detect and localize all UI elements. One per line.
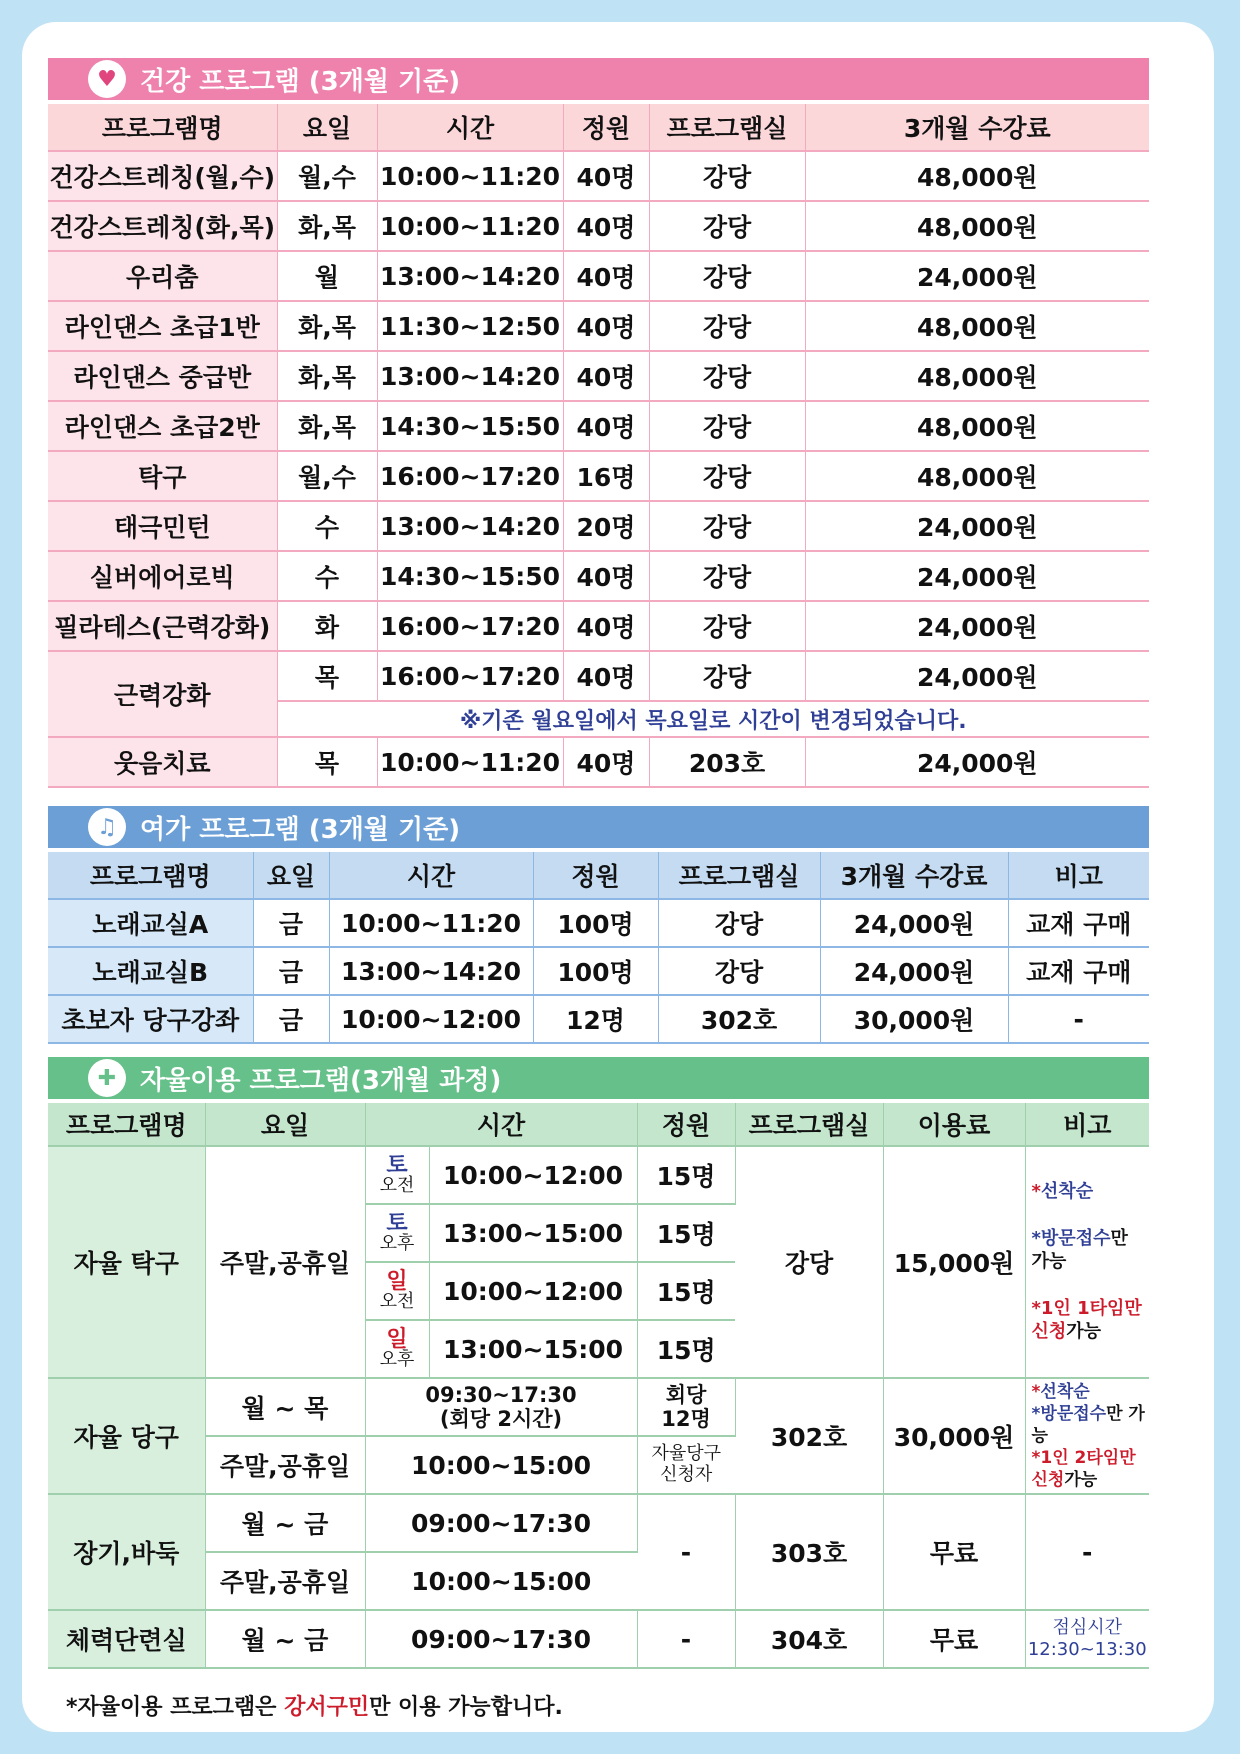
cell-capacity: 40명 bbox=[563, 601, 649, 651]
days: 월 ~ 금 bbox=[205, 1610, 365, 1668]
header-remarks: 비고 bbox=[1025, 1103, 1149, 1146]
note-limit: *1인 1타임만 신청가능 bbox=[1031, 1298, 1142, 1343]
cell-day: 화 bbox=[277, 601, 377, 651]
room: 강당 bbox=[735, 1146, 883, 1378]
cell-room: 강당 bbox=[649, 401, 805, 451]
cell-capacity: 40명 bbox=[563, 151, 649, 201]
cell-name: 필라테스(근력강화) bbox=[48, 601, 277, 651]
cell-day: 월,수 bbox=[277, 151, 377, 201]
header-capacity: 정원 bbox=[637, 1103, 735, 1146]
cell-time: 10:00~11:20 bbox=[377, 151, 563, 201]
header-fee: 3개월 수강료 bbox=[805, 104, 1149, 151]
cell-name: 초보자 당구강좌 bbox=[48, 995, 253, 1043]
table-row bbox=[48, 1610, 1149, 1668]
cell-capacity: 40명 bbox=[563, 201, 649, 251]
cell-fee: 24,000원 bbox=[805, 737, 1149, 787]
note-first-come: *선착순 bbox=[1031, 1181, 1094, 1203]
leisure-title-text: 여가 프로그램 (3개월 기준) bbox=[140, 814, 461, 845]
footer-note: *자율이용 프로그램은 강서구민만 이용 가능합니다. bbox=[66, 1695, 563, 1720]
health-title-text: 건강 프로그램 (3개월 기준) bbox=[140, 66, 461, 97]
cell-fee: 24,000원 bbox=[805, 251, 1149, 301]
cell-fee: 48,000원 bbox=[805, 401, 1149, 451]
capacity: 15명 bbox=[637, 1262, 735, 1320]
header-fee: 이용료 bbox=[883, 1103, 1025, 1146]
cell-room: 203호 bbox=[649, 737, 805, 787]
cell-day: 화,목 bbox=[277, 401, 377, 451]
cell-capacity: 40명 bbox=[563, 651, 649, 701]
table-row bbox=[48, 651, 1149, 701]
cell-day: 수 bbox=[277, 501, 377, 551]
cell-time: 10:00~12:00 bbox=[329, 995, 533, 1043]
days: 월 ~ 목 bbox=[205, 1378, 365, 1436]
cell-remarks: - bbox=[1008, 995, 1149, 1043]
cell-room: 302호 bbox=[658, 995, 820, 1043]
cell-time: 16:00~17:20 bbox=[377, 601, 563, 651]
cell-name: 건강스트레칭(월,수) bbox=[48, 151, 277, 201]
cell-capacity: 40명 bbox=[563, 351, 649, 401]
table-row bbox=[48, 501, 1149, 551]
cell-time: 16:00~17:20 bbox=[377, 651, 563, 701]
header-room: 프로그램실 bbox=[658, 852, 820, 899]
cell-day: 금 bbox=[253, 899, 329, 947]
cell-day: 목 bbox=[277, 651, 377, 701]
room: 303호 bbox=[735, 1494, 883, 1610]
cell-time: 13:00~14:20 bbox=[377, 251, 563, 301]
cell-capacity: 12명 bbox=[533, 995, 658, 1043]
table-row bbox=[48, 451, 1149, 501]
program-name: 자율 당구 bbox=[48, 1378, 205, 1494]
capacity: 자율당구 신청자 bbox=[637, 1436, 735, 1494]
cell-capacity: 16명 bbox=[563, 451, 649, 501]
program-name: 장기,바둑 bbox=[48, 1494, 205, 1610]
time: 10:00~15:00 bbox=[365, 1436, 637, 1494]
cell-day: 수 bbox=[277, 551, 377, 601]
cell-fee: 48,000원 bbox=[805, 301, 1149, 351]
note-visit: *방문접수만 가능 bbox=[1031, 1227, 1128, 1273]
cell-room: 강당 bbox=[649, 651, 805, 701]
header-capacity: 정원 bbox=[563, 104, 649, 151]
cell-name: 탁구 bbox=[48, 451, 277, 501]
cell-fee: 48,000원 bbox=[805, 451, 1149, 501]
header-day: 요일 bbox=[205, 1103, 365, 1146]
cell-room: 강당 bbox=[649, 451, 805, 501]
cell-day: 화,목 bbox=[277, 301, 377, 351]
table-row bbox=[48, 1378, 1149, 1436]
cell-time: 14:30~15:50 bbox=[377, 401, 563, 451]
cell-fee: 30,000원 bbox=[820, 995, 1008, 1043]
program-name: 체력단련실 bbox=[48, 1610, 205, 1668]
table-row bbox=[48, 551, 1149, 601]
table-row bbox=[48, 601, 1149, 651]
table-row bbox=[48, 1494, 1149, 1552]
header-room: 프로그램실 bbox=[735, 1103, 883, 1146]
cell-time: 13:00~14:20 bbox=[377, 351, 563, 401]
day-cell: 토 오후 bbox=[365, 1204, 429, 1262]
cell-day: 월 bbox=[277, 251, 377, 301]
remarks: 점심시간 12:30~13:30 bbox=[1025, 1610, 1149, 1668]
cell-room: 강당 bbox=[649, 601, 805, 651]
time: 10:00~12:00 bbox=[429, 1146, 637, 1204]
capacity: 회당 12명 bbox=[637, 1378, 735, 1436]
cell-capacity: 40명 bbox=[563, 301, 649, 351]
room: 304호 bbox=[735, 1610, 883, 1668]
table-row bbox=[48, 401, 1149, 451]
fee: 15,000원 bbox=[883, 1146, 1025, 1378]
table-row bbox=[48, 899, 1149, 947]
cell-name: 실버에어로빅 bbox=[48, 551, 277, 601]
schedule-change-notice: ※기존 월요일에서 목요일로 시간이 변경되었습니다. bbox=[277, 701, 1149, 737]
header-fee: 3개월 수강료 bbox=[820, 852, 1008, 899]
cell-fee: 24,000원 bbox=[820, 899, 1008, 947]
cell-room: 강당 bbox=[649, 551, 805, 601]
self-section-title bbox=[48, 1057, 1149, 1099]
health-section-title bbox=[48, 58, 1149, 100]
heart-icon: ♥ bbox=[88, 60, 126, 98]
cell-capacity: 40명 bbox=[563, 737, 649, 787]
cell-time: 13:00~14:20 bbox=[377, 501, 563, 551]
cell-room: 강당 bbox=[649, 251, 805, 301]
table-row bbox=[48, 201, 1149, 251]
cell-name: 라인댄스 초급1반 bbox=[48, 301, 277, 351]
cell-room: 강당 bbox=[649, 501, 805, 551]
cell-time: 10:00~11:20 bbox=[377, 737, 563, 787]
cell-name: 노래교실B bbox=[48, 947, 253, 995]
leisure-table bbox=[48, 852, 1149, 1044]
self-section bbox=[48, 1057, 1149, 1669]
cell-fee: 24,000원 bbox=[820, 947, 1008, 995]
ampm-label: 오전 bbox=[379, 1175, 415, 1196]
table-row bbox=[48, 351, 1149, 401]
cell-room: 강당 bbox=[658, 947, 820, 995]
leisure-section-title bbox=[48, 806, 1149, 848]
cell-time: 10:00~11:20 bbox=[377, 201, 563, 251]
cell-name: 건강스트레칭(화,목) bbox=[48, 201, 277, 251]
self-table bbox=[48, 1103, 1149, 1669]
table-row bbox=[48, 251, 1149, 301]
cell-day: 월,수 bbox=[277, 451, 377, 501]
days: 월 ~ 금 bbox=[205, 1494, 365, 1552]
header-program-name: 프로그램명 bbox=[48, 852, 253, 899]
cell-room: 강당 bbox=[649, 351, 805, 401]
health-table bbox=[48, 104, 1149, 788]
cell-capacity: 20명 bbox=[563, 501, 649, 551]
cell-name: 웃음치료 bbox=[48, 737, 277, 787]
footer-highlight: 강서구민 bbox=[284, 1695, 370, 1720]
cell-fee: 24,000원 bbox=[805, 651, 1149, 701]
room: 302호 bbox=[735, 1378, 883, 1494]
cell-time: 10:00~11:20 bbox=[329, 899, 533, 947]
cell-remarks: 교재 구매 bbox=[1008, 947, 1149, 995]
time: 09:00~17:30 bbox=[365, 1494, 637, 1552]
cell-room: 강당 bbox=[658, 899, 820, 947]
music-icon: ♫ bbox=[88, 808, 126, 846]
capacity: - bbox=[637, 1494, 735, 1610]
cell-time: 11:30~12:50 bbox=[377, 301, 563, 351]
fee: 무료 bbox=[883, 1610, 1025, 1668]
cell-fee: 48,000원 bbox=[805, 151, 1149, 201]
cell-fee: 48,000원 bbox=[805, 201, 1149, 251]
time: 09:00~17:30 bbox=[365, 1610, 637, 1668]
health-section bbox=[48, 58, 1149, 788]
cell-day: 금 bbox=[253, 947, 329, 995]
cell-day: 화,목 bbox=[277, 201, 377, 251]
cell-capacity: 40명 bbox=[563, 401, 649, 451]
time: 13:00~15:00 bbox=[429, 1204, 637, 1262]
remarks bbox=[1025, 1146, 1149, 1378]
self-title-text: 자율이용 프로그램(3개월 과정) bbox=[140, 1065, 502, 1096]
cell-capacity: 100명 bbox=[533, 947, 658, 995]
capacity: 15명 bbox=[637, 1204, 735, 1262]
cell-fee: 48,000원 bbox=[805, 351, 1149, 401]
time: 10:00~12:00 bbox=[429, 1262, 637, 1320]
header-time: 시간 bbox=[329, 852, 533, 899]
time: 13:00~15:00 bbox=[429, 1320, 637, 1378]
fee: 30,000원 bbox=[883, 1378, 1025, 1494]
program-name: 자율 탁구 bbox=[48, 1146, 205, 1378]
cell-room: 강당 bbox=[649, 151, 805, 201]
cell-room: 강당 bbox=[649, 201, 805, 251]
table-row bbox=[48, 995, 1149, 1043]
day-cell: 일 오전 bbox=[365, 1262, 429, 1320]
game-controller-icon: ✚ bbox=[88, 1059, 126, 1097]
header-program-name: 프로그램명 bbox=[48, 1103, 205, 1146]
cell-name: 라인댄스 중급반 bbox=[48, 351, 277, 401]
capacity: 15명 bbox=[637, 1146, 735, 1204]
capacity: 15명 bbox=[637, 1320, 735, 1378]
days: 주말,공휴일 bbox=[205, 1146, 365, 1378]
cell-capacity: 40명 bbox=[563, 251, 649, 301]
day-cell bbox=[365, 1146, 429, 1204]
cell-fee: 24,000원 bbox=[805, 601, 1149, 651]
day-cell: 일 오후 bbox=[365, 1320, 429, 1378]
cell-name: 우리춤 bbox=[48, 251, 277, 301]
days: 주말,공휴일 bbox=[205, 1436, 365, 1494]
fee: 무료 bbox=[883, 1494, 1025, 1610]
days: 주말,공휴일 bbox=[205, 1552, 365, 1610]
time: 09:30~17:30 (회당 2시간) bbox=[365, 1378, 637, 1436]
header-day: 요일 bbox=[253, 852, 329, 899]
cell-time: 13:00~14:20 bbox=[329, 947, 533, 995]
cell-day: 목 bbox=[277, 737, 377, 787]
header-remarks: 비고 bbox=[1008, 852, 1149, 899]
table-row bbox=[48, 301, 1149, 351]
day-label: 토 bbox=[386, 1153, 408, 1178]
cell-time: 16:00~17:20 bbox=[377, 451, 563, 501]
cell-fee: 24,000원 bbox=[805, 501, 1149, 551]
remarks: *선착순 *방문접수만 가능 *1인 2타임만 신청가능 bbox=[1025, 1378, 1149, 1494]
table-row bbox=[48, 1146, 1149, 1204]
cell-name: 태극민턴 bbox=[48, 501, 277, 551]
table-row bbox=[48, 151, 1149, 201]
cell-capacity: 100명 bbox=[533, 899, 658, 947]
cell-day: 금 bbox=[253, 995, 329, 1043]
time: 10:00~15:00 bbox=[365, 1552, 637, 1610]
cell-room: 강당 bbox=[649, 301, 805, 351]
header-room: 프로그램실 bbox=[649, 104, 805, 151]
leisure-section bbox=[48, 806, 1149, 1044]
cell-capacity: 40명 bbox=[563, 551, 649, 601]
cell-name: 라인댄스 초급2반 bbox=[48, 401, 277, 451]
table-row bbox=[48, 947, 1149, 995]
cell-day: 화,목 bbox=[277, 351, 377, 401]
header-program-name: 프로그램명 bbox=[48, 104, 277, 151]
capacity: - bbox=[637, 1610, 735, 1668]
header-capacity: 정원 bbox=[533, 852, 658, 899]
cell-name: 근력강화 bbox=[48, 651, 277, 737]
cell-fee: 24,000원 bbox=[805, 551, 1149, 601]
remarks: - bbox=[1025, 1494, 1149, 1610]
header-day: 요일 bbox=[277, 104, 377, 151]
table-row bbox=[48, 737, 1149, 787]
cell-time: 14:30~15:50 bbox=[377, 551, 563, 601]
cell-remarks: 교재 구매 bbox=[1008, 899, 1149, 947]
header-time: 시간 bbox=[365, 1103, 637, 1146]
header-time: 시간 bbox=[377, 104, 563, 151]
cell-name: 노래교실A bbox=[48, 899, 253, 947]
